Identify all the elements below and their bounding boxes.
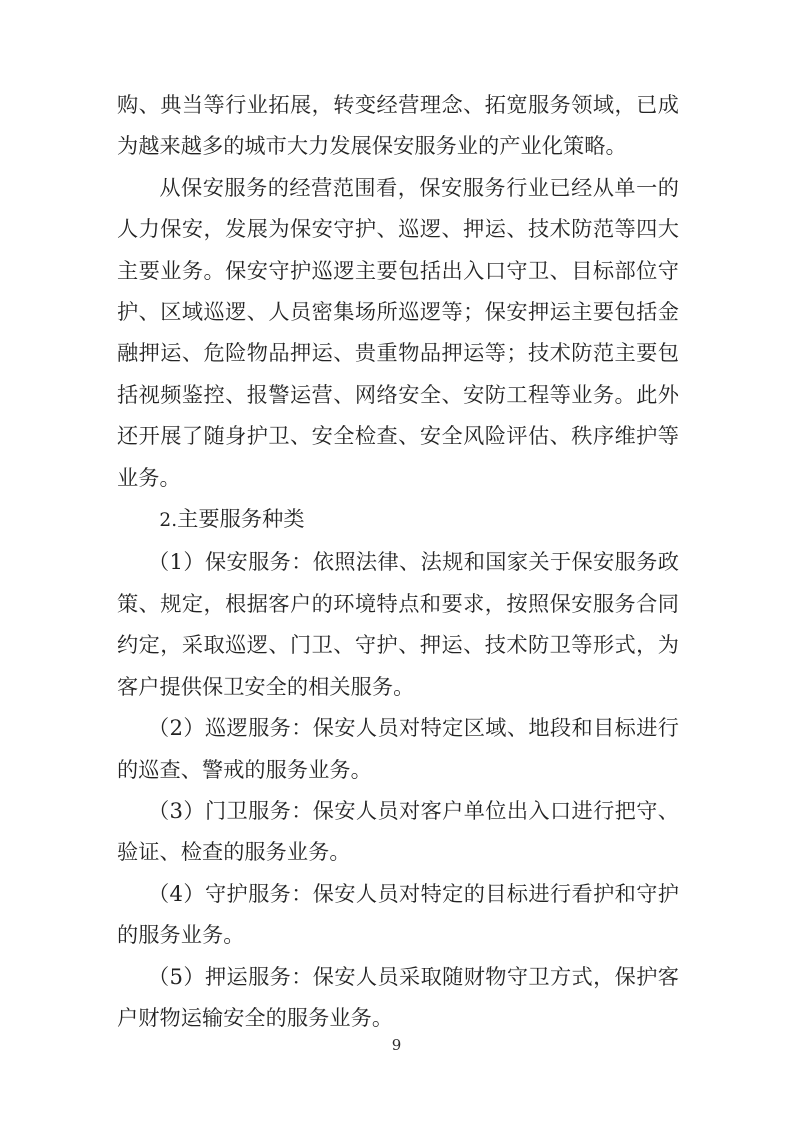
section-heading-label: 主要服务种类	[177, 506, 305, 532]
page-number: 9	[391, 1036, 402, 1054]
page-body-text	[117, 84, 679, 1038]
list-item-guarding-service: （4）守护服务：保安人员对特定的目标进行看护和守护的服务业务。	[117, 880, 679, 948]
list-item-patrol-service: （2）巡逻服务：保安人员对特定区域、地段和目标进行的巡查、警戒的服务业务。	[117, 715, 679, 782]
section-heading-number: 2.	[159, 510, 178, 532]
list-item-security-service: （1）保安服务：依照法律、法规和国家关于保安服务政策、规定，根据客户的环境特点和要求，按照保安服务合同约定，采取巡逻、门卫、守护、押运、技术防卫等形式，为客户提供保卫安全的相关服务。	[117, 549, 679, 699]
section-heading-main-service-types	[117, 498, 679, 541]
paragraph-scope-of-business: 从保安服务的经营范围看，保安服务行业已经从单一的人力保安，发展为保安守护、巡逻、押运、技术防范等四大主要业务。保安守护巡逻主要包括出入口守卫、目标部位守护、区域巡逻、人员密集场所巡逻等；保安押运主要包括金融押运、危险物品押运、贵重物品押运等；技术防范主要包括视频鉴控、报警运营、网络安全、安防工程等业务。此外还开展了随身护卫、安全检查、安全风险评估、秩序维护等业务。	[117, 174, 679, 490]
list-item-escort-service: （5）押运服务：保安人员采取随财物守卫方式，保护客户财物运输安全的服务业务。	[117, 963, 679, 1030]
list-item-gate-guard-service: （3）门卫服务：保安人员对客户单位出入口进行把守、验证、检查的服务业务。	[117, 797, 679, 865]
paragraph-continuation: 购、典当等行业拓展，转变经营理念、拓宽服务领域，已成为越来越多的城市大力发展保安服务业的产业化策略。	[117, 92, 679, 159]
